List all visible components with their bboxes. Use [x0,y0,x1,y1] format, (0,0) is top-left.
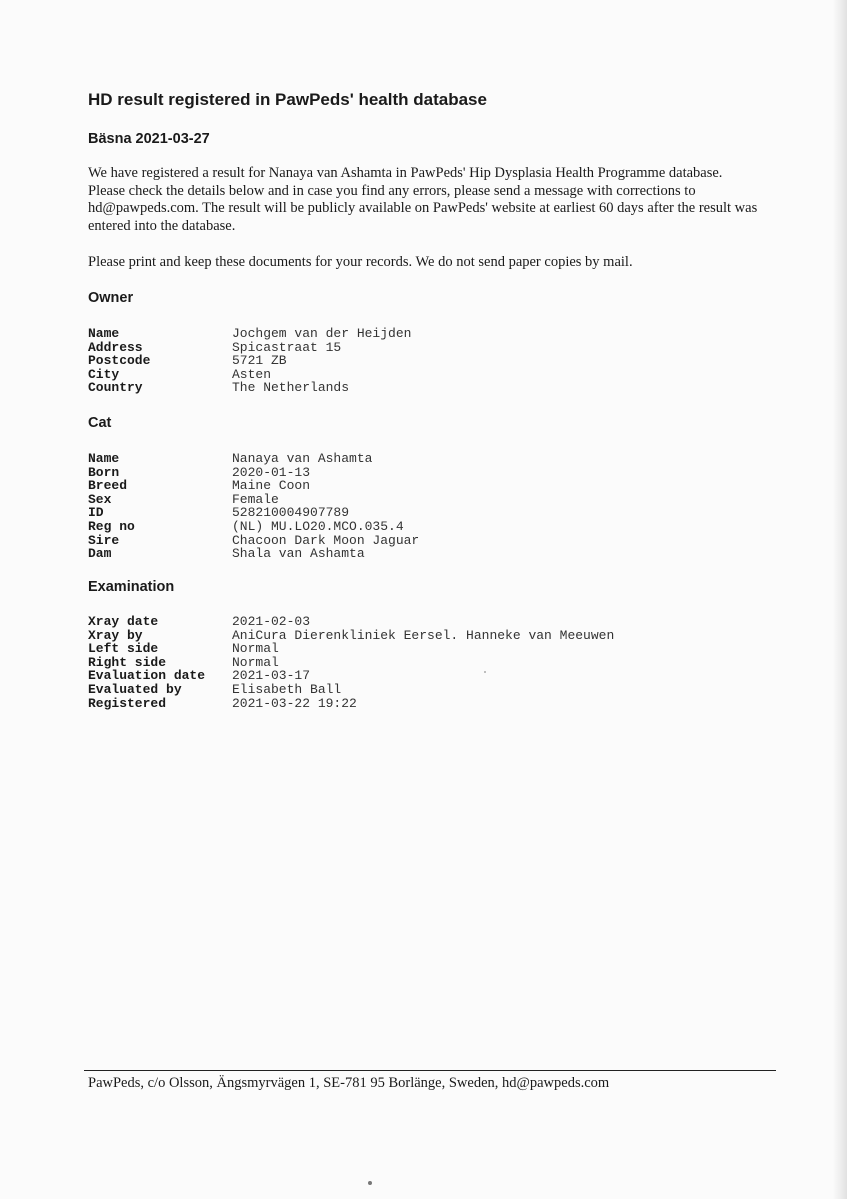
cat-fields [88,452,419,561]
field-row [88,615,614,629]
field-row [88,381,411,395]
field-value: 2021-03-17 [232,668,311,684]
field-row [88,669,614,683]
scan-speck [484,671,486,673]
field-value: 528210004907789 [232,505,350,521]
field-row [88,327,411,341]
page-title: HD result registered in PawPeds' health database [88,90,487,109]
field-value: Chacoon Dark Moon Jaguar [232,532,420,548]
field-label: Born [88,464,120,480]
field-row [88,642,614,656]
field-row [88,479,419,493]
scan-edge-shadow [833,0,847,1199]
field-label: Xray date [88,614,159,629]
field-value: The Netherlands [232,380,350,396]
examination-heading: Examination [88,579,175,595]
field-row [88,466,419,480]
field-label: Name [88,326,120,341]
field-value: AniCura Dierenkliniek Eersel. Hanneke van Meeuwen [232,627,615,643]
field-label: Postcode [88,353,151,369]
field-label: City [88,366,120,382]
field-value: 2021-03-22 19:22 [232,695,357,711]
field-value: Jochgem van der Heijden [232,326,412,341]
field-row [88,547,419,561]
intro-paragraph: We have registered a result for Nanaya van Ashamta in PawPeds' Hip Dysplasia Health Programme database. Please check the details below and in case you find any errors, please send a message with corrections to hd@pawpeds.com. The result will be publicly available on PawPeds' website at earliest 60 days after the result was entered into the database. [88,165,758,234]
footer-address: PawPeds, c/o Olsson, Ängsmyrvägen 1, SE-781 95 Borlänge, Sweden, hd@pawpeds.com [88,1075,610,1091]
field-value: Nanaya van Ashamta [232,451,373,466]
field-label: Sex [88,491,112,507]
field-value: Maine Coon [232,478,311,494]
field-row [88,368,411,382]
field-label: Name [88,451,120,466]
field-value: Shala van Ashamta [232,546,365,562]
field-value: 2021-02-03 [232,614,311,629]
field-label: Right side [88,654,167,670]
field-label: Registered [88,695,167,711]
field-value: (NL) MU.LO20.MCO.035.4 [232,518,404,534]
field-value: Female [232,491,279,507]
field-value: Asten [232,366,272,382]
field-label: Evaluated by [88,681,182,697]
field-row [88,493,419,507]
field-label: Reg no [88,518,135,534]
field-label: Country [88,380,143,396]
field-label: ID [88,505,104,521]
field-row [88,520,419,534]
field-label: Dam [88,546,112,562]
field-value: Normal [232,641,279,657]
field-row [88,656,614,670]
owner-heading: Owner [88,290,134,306]
field-row [88,534,419,548]
field-row [88,506,419,520]
owner-fields [88,327,411,395]
field-value: Spicastraat 15 [232,339,342,355]
field-label: Address [88,339,143,355]
print-notice-paragraph: Please print and keep these documents for your records. We do not send paper copies by mail. [88,254,633,270]
place-date: Bäsna 2021-03-27 [88,131,210,147]
field-label: Breed [88,478,128,494]
field-label: Sire [88,532,120,548]
field-row [88,341,411,355]
field-value: 5721 ZB [232,353,287,369]
footer-divider [84,1070,776,1071]
cat-heading: Cat [88,415,112,431]
field-label: Left side [88,641,159,657]
field-value: Normal [232,654,279,670]
field-label: Xray by [88,627,143,643]
field-label: Evaluation date [88,668,206,684]
field-row [88,629,614,643]
field-value: 2020-01-13 [232,464,311,480]
field-row [88,452,419,466]
scan-speck [368,1181,372,1185]
field-value: Elisabeth Ball [232,681,342,697]
field-row [88,683,614,697]
field-row [88,354,411,368]
field-row [88,697,614,711]
examination-fields [88,615,614,710]
